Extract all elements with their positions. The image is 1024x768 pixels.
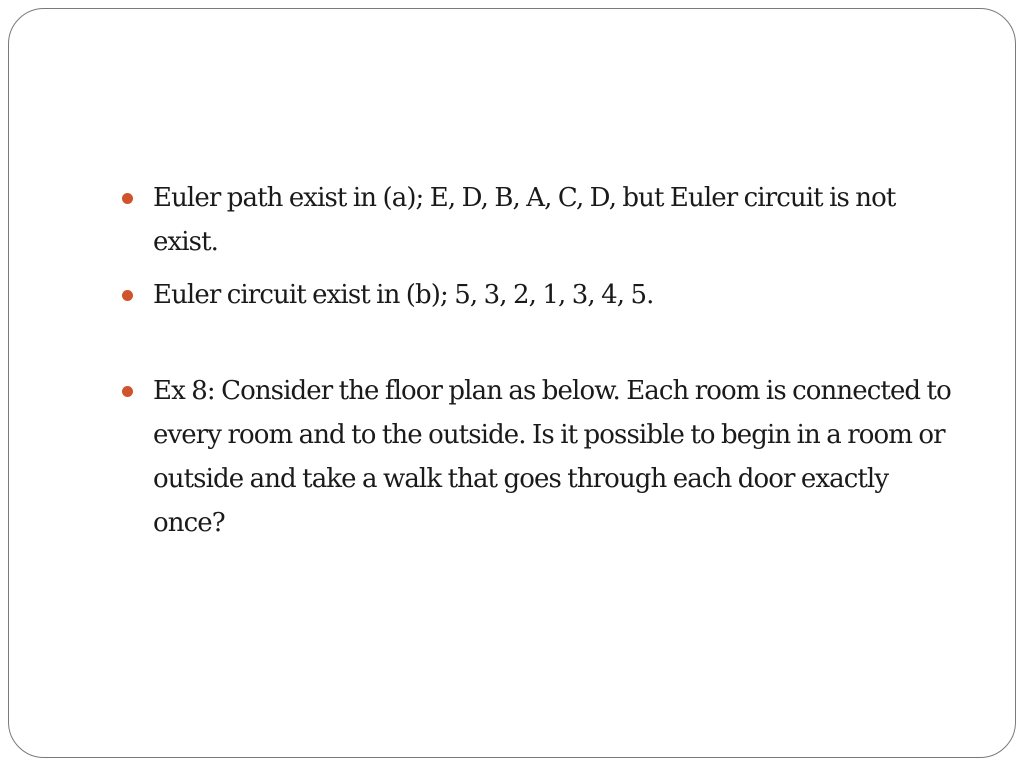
slide-frame [8, 8, 1016, 758]
bullet-text: Ex 8: Consider the floor plan as below. Each room is connected to every room and to the outside. Is it possible to begin in a room or outside and take a walk that goes through each door exactly once? [153, 376, 951, 538]
bullet-item-example-8 [122, 369, 952, 545]
bullet-text: Euler path exist in (a); E, D, B, A, C, D, but Euler circuit is not exist. [153, 183, 896, 257]
bullet-dot-icon [122, 193, 133, 204]
bullet-item-euler-path [122, 176, 952, 264]
bullet-dot-icon [122, 290, 133, 301]
bullet-list [122, 176, 952, 545]
bullet-text: Euler circuit exist in (b); 5, 3, 2, 1, 3, 4, 5. [153, 280, 654, 310]
bullet-dot-icon [122, 386, 133, 397]
bullet-item-euler-circuit [122, 273, 952, 317]
